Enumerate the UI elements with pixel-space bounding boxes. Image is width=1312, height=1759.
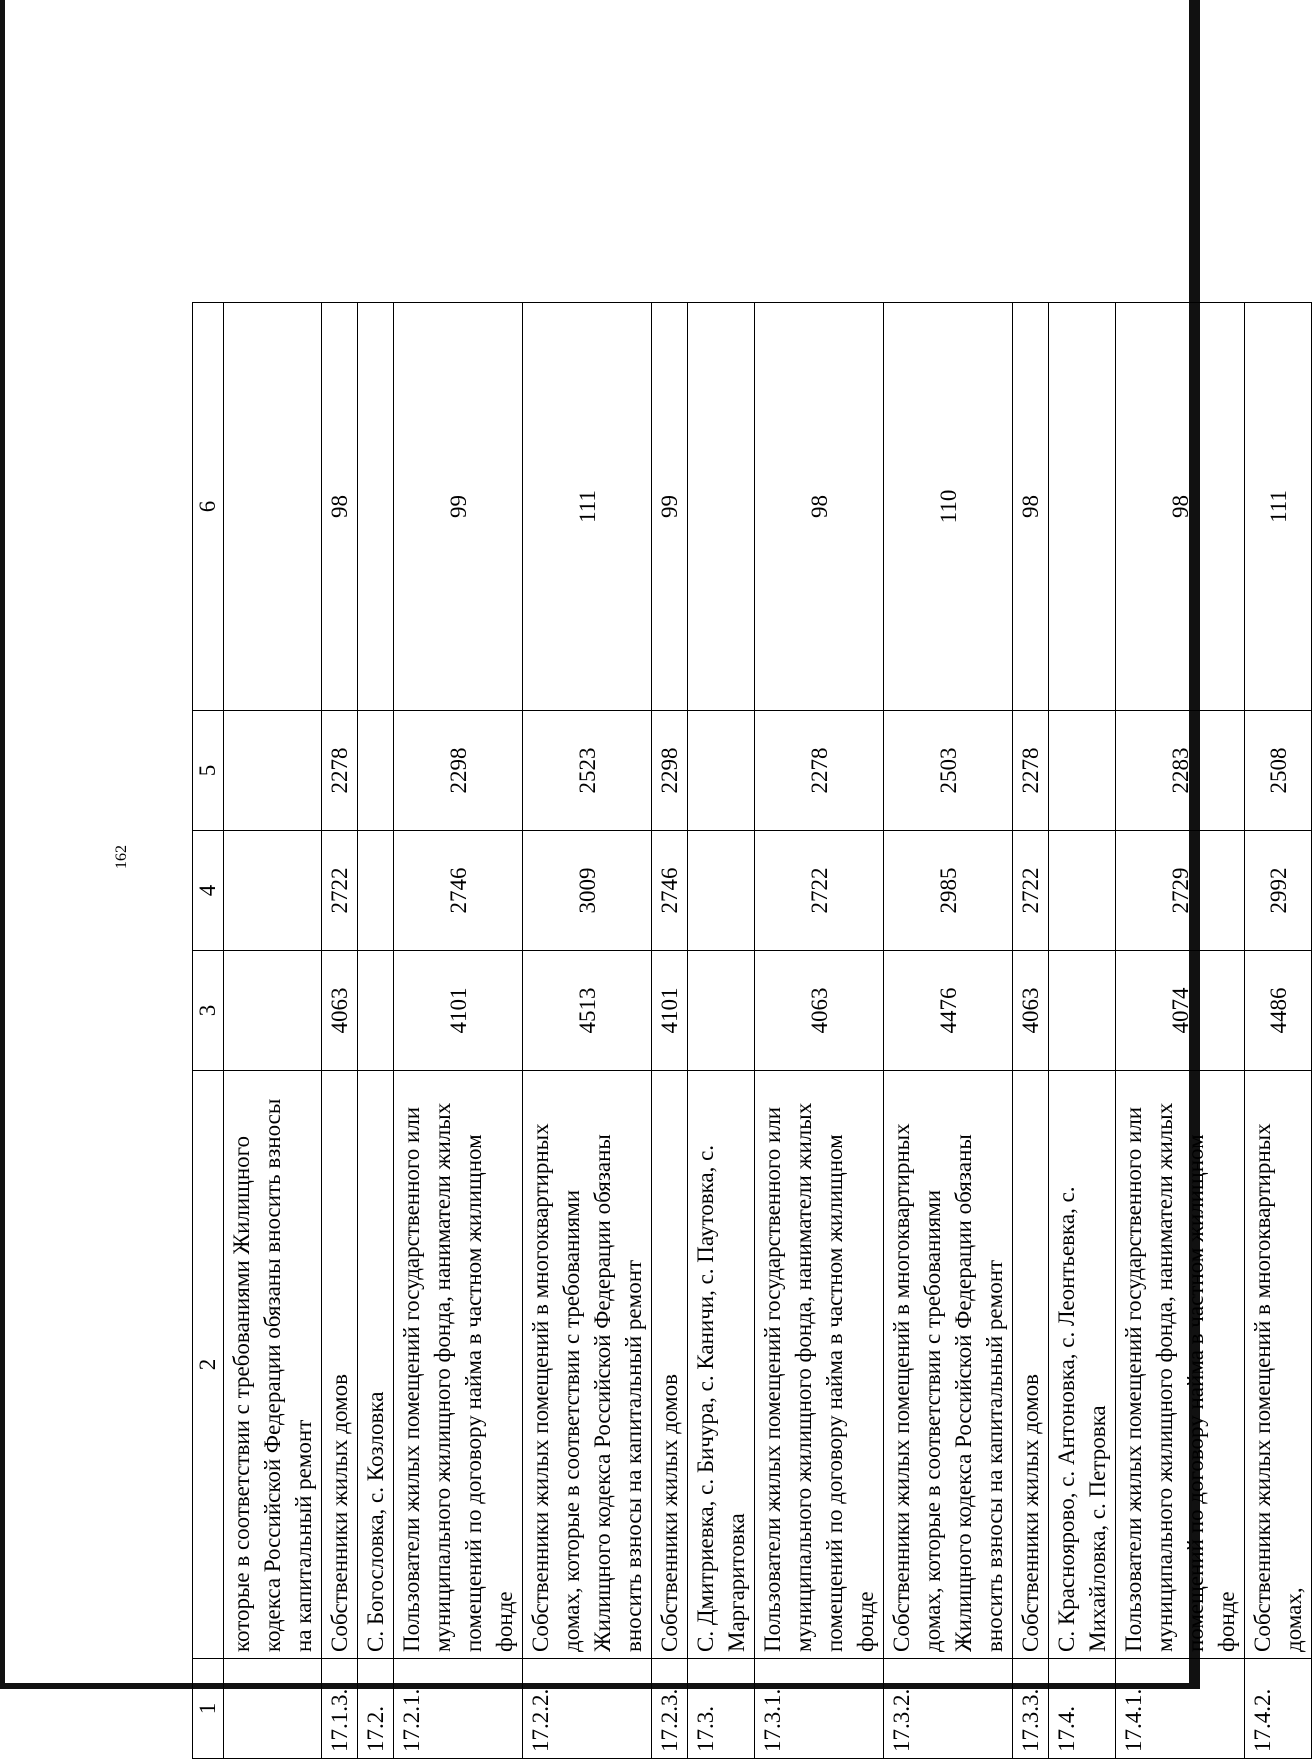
value-col3-cell	[358, 951, 394, 1071]
value-col3-cell	[1049, 951, 1116, 1071]
row-description-cell: Собственники жилых помещений в многоквартирных домах,	[1245, 1071, 1312, 1659]
table-body	[193, 303, 1312, 1759]
row-description-cell: С. Богословка, с. Козловка	[358, 1071, 394, 1659]
row-description-cell: Собственники жилых домов	[1013, 1071, 1049, 1659]
page-number: 162	[113, 845, 130, 869]
row-id-cell: 17.3.1.	[755, 1659, 884, 1759]
value-col6-cell	[1049, 303, 1116, 711]
value-col5-cell: 2298	[652, 711, 688, 831]
row-id-cell: 17.4.	[1049, 1659, 1116, 1759]
value-col5-cell: 2503	[884, 711, 1013, 831]
row-id-cell: 17.4.1.	[1116, 1659, 1245, 1759]
header-cell: 4	[193, 831, 224, 951]
row-id-cell: 17.3.3.	[1013, 1659, 1049, 1759]
value-col5-cell	[1049, 711, 1116, 831]
table-header-row	[193, 303, 224, 1759]
value-col5-cell: 2278	[1013, 711, 1049, 831]
table-row	[358, 303, 394, 1759]
value-col4-cell	[358, 831, 394, 951]
header-cell: 6	[193, 303, 224, 711]
row-id-cell: 17.2.	[358, 1659, 394, 1759]
row-id-cell: 17.2.1.	[394, 1659, 523, 1759]
value-col6-cell: 99	[394, 303, 523, 711]
row-description-cell: Собственники жилых помещений в многоквартирных домах, которые в соответствии с требованиями Жилищного кодекса Российской Федерации обязаны вносить взносы на капитальный ремонт	[523, 1071, 652, 1659]
value-col5-cell: 2523	[523, 711, 652, 831]
value-col6-cell	[688, 303, 755, 711]
table-row	[652, 303, 688, 1759]
row-description-cell: С. Краснoярово, с. Антоновка, с. Леонтьевка, с. Михайловка, с. Петровка	[1049, 1071, 1116, 1659]
rotated-table-container	[192, 303, 1306, 1759]
table-row	[1013, 303, 1049, 1759]
row-id-cell: 17.1.3.	[322, 1659, 358, 1759]
row-description-cell: Собственники жилых домов	[652, 1071, 688, 1659]
table-row	[523, 303, 652, 1759]
value-col3-cell: 4063	[755, 951, 884, 1071]
value-col6-cell: 111	[1245, 303, 1312, 711]
value-col6-cell: 98	[1116, 303, 1245, 711]
row-id-cell: 17.2.2.	[523, 1659, 652, 1759]
value-col6-cell: 110	[884, 303, 1013, 711]
value-col5-cell: 2508	[1245, 711, 1312, 831]
value-col4-cell: 2722	[322, 831, 358, 951]
value-col6-cell: 111	[523, 303, 652, 711]
value-col4-cell: 2729	[1116, 831, 1245, 951]
value-col4-cell: 3009	[523, 831, 652, 951]
row-description-cell: Пользователи жилых помещений государственного или муниципального жилищного фонда, наниматели жилых помещений по договору найма в частном жилищном фонде	[394, 1071, 523, 1659]
value-col4-cell: 2722	[755, 831, 884, 951]
value-col5-cell	[358, 711, 394, 831]
value-col4-cell: 2992	[1245, 831, 1312, 951]
row-description-cell: С. Дмитриевка, с. Бичура, с. Каничи, с. Паутовка, с. Маргаритовка	[688, 1071, 755, 1659]
row-id-cell: 17.3.2.	[884, 1659, 1013, 1759]
tariff-table	[192, 302, 1312, 1759]
value-col3-cell: 4513	[523, 951, 652, 1071]
value-col5-cell: 2298	[394, 711, 523, 831]
table-row	[394, 303, 523, 1759]
value-col4-cell: 2985	[884, 831, 1013, 951]
row-id-cell: 17.3.	[688, 1659, 755, 1759]
header-cell: 3	[193, 951, 224, 1071]
table-row	[755, 303, 884, 1759]
row-description-cell: Пользователи жилых помещений государственного или муниципального жилищного фонда, наниматели жилых помещений по договору найма в частном жилищном фонде	[1116, 1071, 1245, 1659]
value-col6-cell: 98	[755, 303, 884, 711]
value-col3-cell: 4074	[1116, 951, 1245, 1071]
value-col6-cell	[358, 303, 394, 711]
value-col3-cell: 4101	[394, 951, 523, 1071]
table-row	[322, 303, 358, 1759]
row-description-cell: Собственники жилых домов	[322, 1071, 358, 1659]
value-col5-cell	[688, 711, 755, 831]
value-col6-cell: 98	[322, 303, 358, 711]
value-col5-cell: 2278	[755, 711, 884, 831]
value-col3-cell: 4063	[1013, 951, 1049, 1071]
table-row	[1049, 303, 1116, 1759]
value-col3-cell: 4476	[884, 951, 1013, 1071]
value-col4-cell: 2746	[394, 831, 523, 951]
row-id-cell: 17.4.2.	[1245, 1659, 1312, 1759]
row-description-cell: Пользователи жилых помещений государственного или муниципального жилищного фонда, наниматели жилых помещений по договору найма в частном жилищном фонде	[755, 1071, 884, 1659]
value-col3-cell: 4101	[652, 951, 688, 1071]
value-col6-cell: 98	[1013, 303, 1049, 711]
value-col4-cell: 2722	[1013, 831, 1049, 951]
value-col5-cell	[224, 711, 322, 831]
row-description-cell: которые в соответствии с требованиями Жилищного кодекса Российской Федерации обязаны вносить взносы на капитальный ремонт	[224, 1071, 322, 1659]
value-col3-cell: 4063	[322, 951, 358, 1071]
value-col3-cell	[224, 951, 322, 1071]
header-cell: 2	[193, 1071, 224, 1659]
table-row	[884, 303, 1013, 1759]
value-col3-cell: 4486	[1245, 951, 1312, 1071]
row-description-cell: Собственники жилых помещений в многоквартирных домах, которые в соответствии с требованиями Жилищного кодекса Российской Федерации обязаны вносить взносы на капитальный ремонт	[884, 1071, 1013, 1659]
table-row	[1245, 303, 1312, 1759]
row-id-cell	[224, 1659, 322, 1759]
value-col3-cell	[688, 951, 755, 1071]
header-cell: 5	[193, 711, 224, 831]
value-col4-cell	[1049, 831, 1116, 951]
table-row	[1116, 303, 1245, 1759]
header-cell: 1	[193, 1659, 224, 1759]
value-col4-cell	[224, 831, 322, 951]
value-col6-cell: 99	[652, 303, 688, 711]
table-row	[224, 303, 322, 1759]
value-col4-cell: 2746	[652, 831, 688, 951]
value-col5-cell: 2283	[1116, 711, 1245, 831]
scan-edge-left	[0, 0, 5, 1689]
table-row	[688, 303, 755, 1759]
value-col6-cell	[224, 303, 322, 711]
value-col5-cell: 2278	[322, 711, 358, 831]
value-col4-cell	[688, 831, 755, 951]
row-id-cell: 17.2.3.	[652, 1659, 688, 1759]
